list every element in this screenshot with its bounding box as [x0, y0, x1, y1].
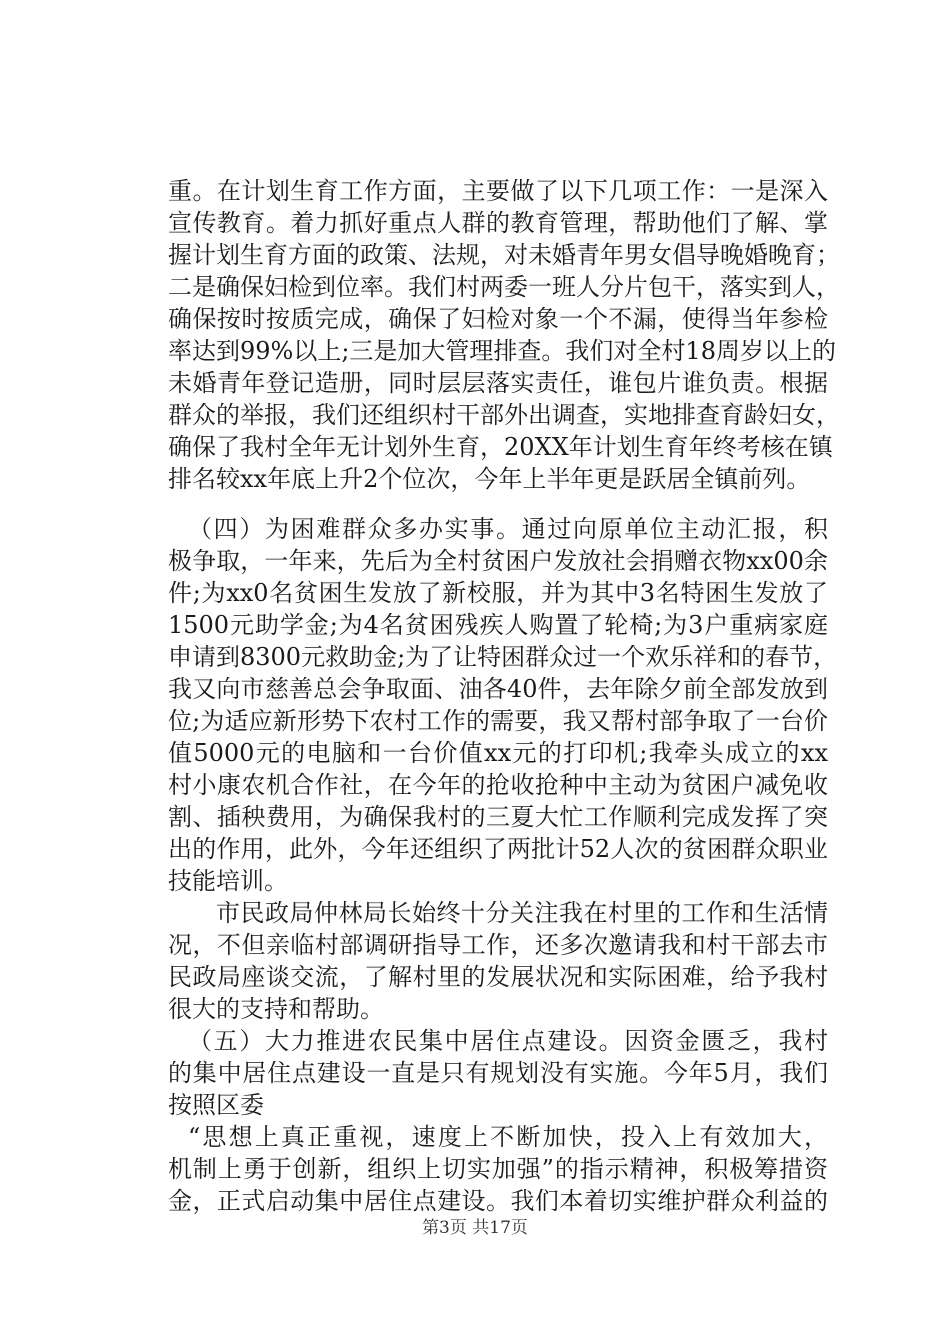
text-line: 排名较xx年底上升2个位次，今年上半年更是跃居全镇前列。: [168, 465, 811, 493]
paragraph-start-line: （四）为困难群众多办实事。通过向原单位主动汇报，积: [188, 515, 828, 543]
text-line: 民政局座谈交流，了解村里的发展状况和实际困难，给予我村: [168, 963, 828, 991]
text-line: 极争取，一年来，先后为全村贫困户发放社会捐赠衣物xx00余: [168, 547, 828, 575]
text-line: 的集中居住点建设一直是只有规划没有实施。今年5月，我们: [168, 1059, 828, 1087]
text-line: 况，不但亲临村部调研指导工作，还多次邀请我和村干部去市: [168, 931, 828, 959]
text-line: 确保按时按质完成，确保了妇检对象一个不漏，使得当年参检: [168, 305, 828, 333]
page-footer: 第3页 共17页: [422, 1218, 528, 1238]
text-line: 位;为适应新形势下农村工作的需要，我又帮村部争取了一台价: [168, 707, 828, 735]
text-line: 率达到99%以上;三是加大管理排查。我们对全村18周岁以上的: [168, 337, 836, 365]
text-line: 件;为xx0名贫困生发放了新校服，并为其中3名特困生发放了: [168, 579, 828, 607]
text-line: 握计划生育方面的政策、法规，对未婚青年男女倡导晚婚晚育；: [168, 241, 840, 269]
text-line: 值5000元的电脑和一台价值xx元的打印机;我牵头成立的xx: [168, 739, 828, 767]
text-line: 申请到8300元救助金;为了让特困群众过一个欢乐祥和的春节，: [168, 643, 838, 671]
text-line: 很大的支持和帮助。: [168, 995, 384, 1023]
text-line: 未婚青年登记造册，同时层层落实责任，谁包片谁负责。根据: [168, 369, 828, 397]
text-line: 按照区委: [168, 1091, 264, 1119]
paragraph-start-line: “思想上真正重视，速度上不断加快，投入上有效加大，: [188, 1123, 828, 1151]
text-line: 技能培训。: [168, 867, 288, 895]
text-line: 割、插秧费用，为确保我村的三夏大忙工作顺利完成发挥了突: [168, 803, 828, 831]
text-line: 1500元助学金;为4名贫困残疾人购置了轮椅;为3户重病家庭: [168, 611, 828, 639]
text-line: 群众的举报，我们还组织村干部外出调查，实地排查育龄妇女，: [168, 401, 840, 429]
text-line: 宣传教育。着力抓好重点人群的教育管理，帮助他们了解、掌: [168, 209, 828, 237]
paragraph-start-line: （五）大力推进农民集中居住点建设。因资金匮乏，我村: [188, 1027, 828, 1055]
text-line: 我又向市慈善总会争取面、油各40件，去年除夕前全部发放到: [168, 675, 828, 703]
text-line: 重。在计划生育工作方面，主要做了以下几项工作：一是深入: [168, 177, 828, 205]
text-line: 二是确保妇检到位率。我们村两委一班人分片包干，落实到人，: [168, 273, 840, 301]
text-line: 机制上勇于创新，组织上切实加强”的指示精神，积极筹措资: [168, 1155, 828, 1183]
paragraph-start-line: 市民政局仲林局长始终十分关注我在村里的工作和生活情: [216, 899, 828, 927]
text-line: 确保了我村全年无计划外生育，20XX年计划生育年终考核在镇: [168, 433, 833, 461]
text-line: 村小康农机合作社，在今年的抢收抢种中主动为贫困户减免收: [168, 771, 828, 799]
text-line: 金，正式启动集中居住点建设。我们本着切实维护群众利益的: [168, 1187, 828, 1215]
text-line: 出的作用，此外，今年还组织了两批计52人次的贫困群众职业: [168, 835, 828, 863]
